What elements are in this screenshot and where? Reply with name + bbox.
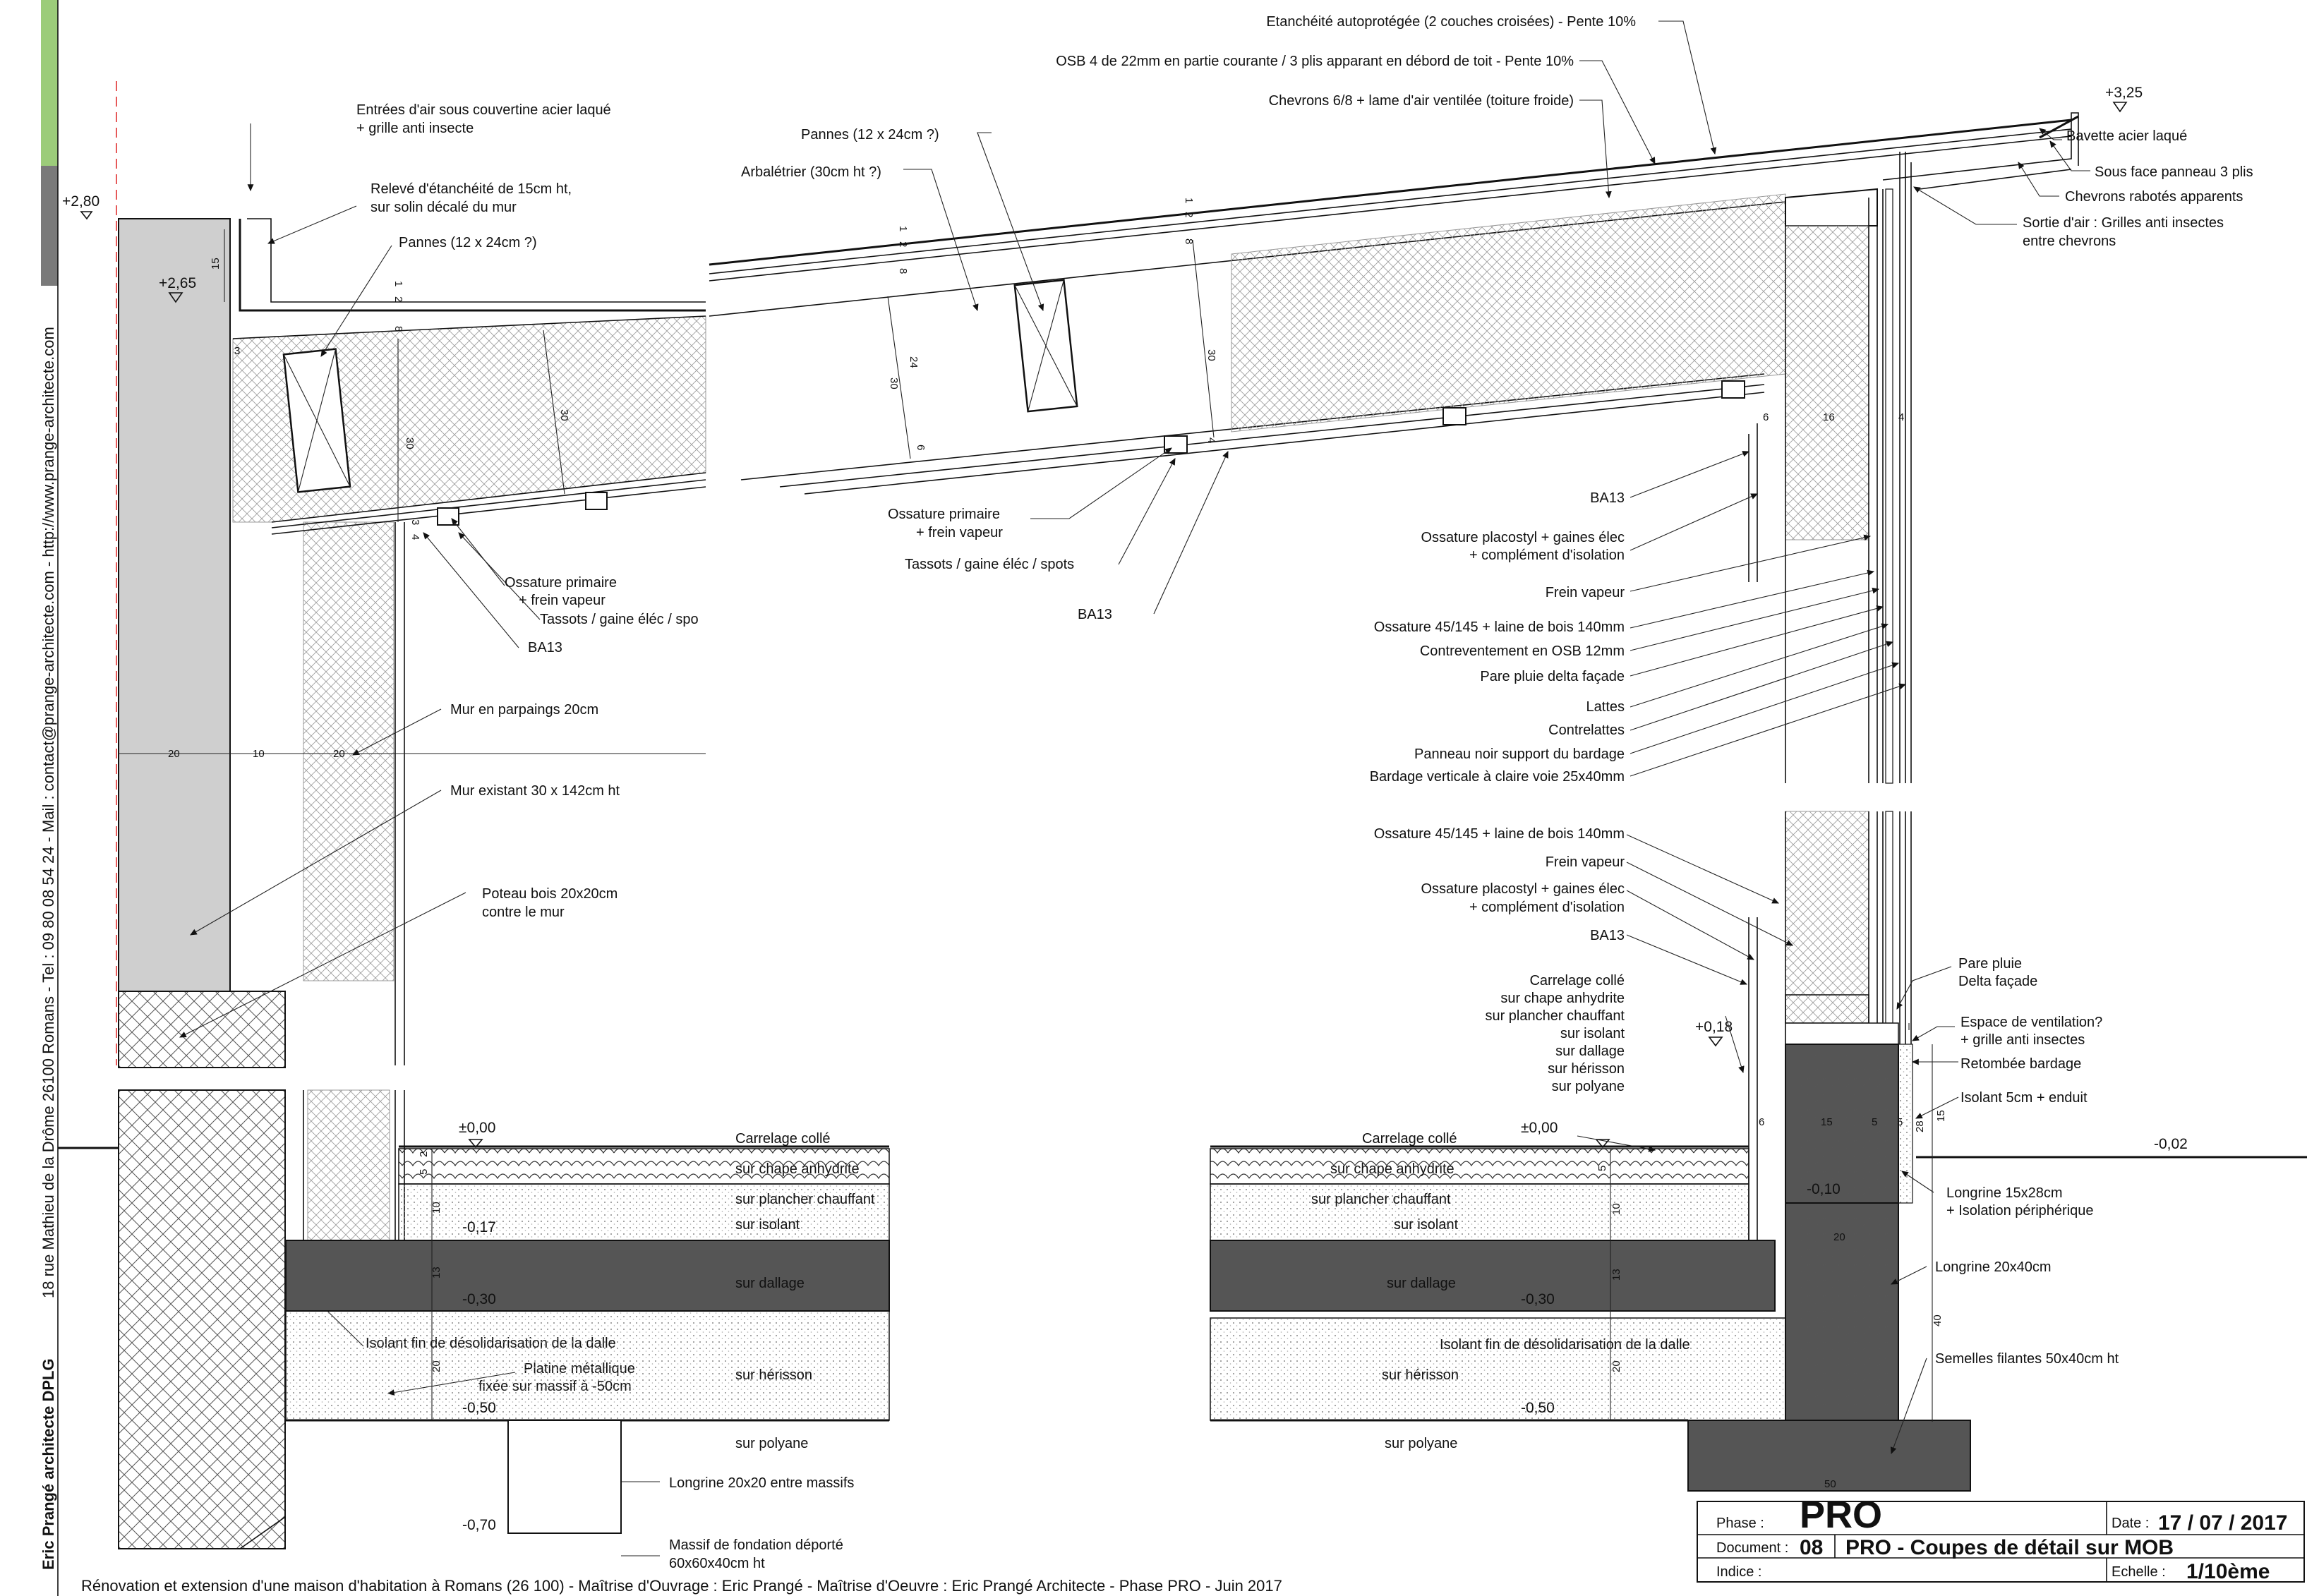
svg-text:16: 16 — [1823, 411, 1835, 423]
svg-text:Ossature primaire: Ossature primaire — [888, 507, 1000, 522]
wall-footing — [119, 991, 285, 1068]
svg-text:Panneau noir support du bardag: Panneau noir support du bardage — [1414, 746, 1625, 762]
svg-text:+ frein vapeur: + frein vapeur — [916, 525, 1003, 540]
svg-text:Delta façade: Delta façade — [1958, 974, 2038, 989]
svg-text:sur dallage: sur dallage — [735, 1276, 805, 1291]
echelle-value: 1/10ème — [2186, 1560, 2270, 1583]
svg-text:Bardage verticale à claire voi: Bardage verticale à claire voie 25x40mm — [1369, 769, 1625, 785]
svg-text:-0,17: -0,17 — [462, 1219, 496, 1235]
svg-text:sur isolant: sur isolant — [735, 1217, 800, 1233]
svg-text:sur polyane: sur polyane — [1551, 1079, 1625, 1094]
svg-text:Longrine 20x20 entre massifs: Longrine 20x20 entre massifs — [669, 1475, 855, 1491]
svg-text:sur hérisson: sur hérisson — [1548, 1061, 1625, 1077]
svg-text:BA13: BA13 — [1590, 490, 1625, 506]
svg-text:Carrelage collé: Carrelage collé — [735, 1131, 831, 1147]
svg-text:sur isolant: sur isolant — [1394, 1217, 1459, 1233]
svg-text:Isolant fin de désolidarisatio: Isolant fin de désolidarisation de la dalle — [1440, 1337, 1690, 1353]
svg-text:24: 24 — [908, 356, 920, 368]
indice-label: Indice : — [1716, 1564, 1762, 1580]
svg-text:Ossature 45/145 + laine de boi: Ossature 45/145 + laine de bois 140mm — [1373, 826, 1625, 842]
svg-text:sur chape anhydrite: sur chape anhydrite — [1330, 1161, 1454, 1177]
svg-text:Lattes: Lattes — [1586, 699, 1625, 715]
date-value: 17 / 07 / 2017 — [2158, 1511, 2288, 1535]
svg-text:Carrelage collé: Carrelage collé — [1529, 973, 1625, 989]
svg-text:Espace de ventilation?: Espace de ventilation? — [1960, 1015, 2103, 1030]
level-2-80: +2,80 — [62, 193, 100, 210]
svg-text:-0,02: -0,02 — [2154, 1136, 2188, 1152]
svg-text:Bavette acier laqué: Bavette acier laqué — [2066, 128, 2188, 144]
svg-text:Pare pluie: Pare pluie — [1958, 956, 2023, 972]
svg-text:contre le mur: contre le mur — [482, 905, 565, 920]
svg-text:1: 1 — [897, 226, 909, 232]
svg-text:3: 3 — [234, 345, 241, 357]
svg-text:Pare pluie delta façade: Pare pluie delta façade — [1480, 669, 1625, 684]
svg-text:Carrelage collé: Carrelage collé — [1362, 1131, 1457, 1147]
svg-text:sur hérisson: sur hérisson — [735, 1367, 812, 1383]
phase-label: Phase : — [1716, 1516, 1764, 1531]
svg-text:2: 2 — [418, 1151, 430, 1157]
svg-text:-0,30: -0,30 — [1521, 1291, 1555, 1307]
sidebar-green-band — [41, 0, 58, 166]
svg-text:2: 2 — [1183, 212, 1195, 218]
svg-text:6: 6 — [915, 445, 927, 451]
svg-text:Pannes (12 x 24cm ?): Pannes (12 x 24cm ?) — [399, 235, 537, 250]
svg-text:+0,18: +0,18 — [1695, 1019, 1733, 1035]
svg-text:50: 50 — [1824, 1478, 1836, 1490]
existing-wall-lower — [119, 1090, 285, 1549]
svg-text:4: 4 — [409, 534, 421, 540]
svg-text:Frein vapeur: Frein vapeur — [1545, 854, 1625, 870]
svg-text:Ossature placostyl + gaines él: Ossature placostyl + gaines élec — [1421, 881, 1625, 897]
svg-text:+ complément d'isolation: + complément d'isolation — [1469, 900, 1625, 915]
svg-text:Mur existant 30 x 142cm ht: Mur existant 30 x 142cm ht — [450, 783, 620, 799]
svg-text:entre chevrons: entre chevrons — [2023, 234, 2116, 249]
svg-text:5: 5 — [1872, 1116, 1878, 1128]
post-insulation — [303, 522, 394, 981]
svg-text:15: 15 — [1821, 1116, 1833, 1128]
svg-text:sur solin décalé du mur: sur solin décalé du mur — [371, 200, 517, 215]
svg-text:Chevrons 6/8 + lame d'air vent: Chevrons 6/8 + lame d'air ventilée (toiture froide) — [1268, 93, 1574, 109]
svg-text:1: 1 — [1183, 198, 1195, 204]
svg-text:Tassots / gaine éléc / spots: Tassots / gaine éléc / spots — [905, 557, 1075, 572]
svg-text:2: 2 — [392, 296, 404, 303]
svg-text:30: 30 — [888, 377, 900, 389]
svg-text:sur isolant: sur isolant — [1560, 1026, 1625, 1041]
svg-text:5: 5 — [418, 1168, 430, 1175]
svg-text:BA13: BA13 — [528, 640, 562, 655]
date-label: Date : — [2112, 1516, 2150, 1531]
svg-text:Longrine 15x28cm: Longrine 15x28cm — [1946, 1185, 2063, 1201]
svg-text:Retombée bardage: Retombée bardage — [1960, 1056, 2082, 1072]
svg-text:OSB 4 de 22mm en partie couran: OSB 4 de 22mm en partie courante / 3 plis apparant en débord de toit - Pente 10% — [1056, 54, 1574, 69]
svg-text:10: 10 — [430, 1202, 442, 1214]
svg-text:4: 4 — [1205, 437, 1217, 444]
svg-text:8: 8 — [897, 268, 909, 274]
svg-text:20: 20 — [430, 1360, 442, 1372]
sidebar — [40, 0, 58, 1596]
footer-project-info: Rénovation et extension d'une maison d'habitation à Romans (26 100) - Maîtrise d'Ouvrage : Eric Prangé - Maîtrise d'Oeuvre : Eric Prangé Architecte - Phase PRO - Juin 2017 — [81, 1577, 1282, 1595]
svg-text:Frein vapeur: Frein vapeur — [1545, 585, 1625, 600]
svg-text:Longrine 20x40cm: Longrine 20x40cm — [1935, 1259, 2052, 1275]
svg-text:sur plancher chauffant: sur plancher chauffant — [735, 1192, 875, 1207]
svg-text:10: 10 — [253, 748, 265, 760]
svg-text:sur dallage: sur dallage — [1555, 1044, 1625, 1059]
svg-text:40: 40 — [1932, 1314, 1944, 1326]
svg-text:15: 15 — [1935, 1110, 1947, 1122]
svg-text:Entrées d'air sous couvertine: Entrées d'air sous couvertine acier laqué — [356, 102, 611, 118]
existing-wall — [119, 219, 230, 991]
document-label: Document : — [1716, 1540, 1789, 1556]
svg-text:Tassots / gaine éléc / spo: Tassots / gaine éléc / spo — [540, 612, 699, 627]
svg-text:-0,50: -0,50 — [462, 1400, 496, 1416]
svg-text:13: 13 — [1610, 1269, 1622, 1281]
architect-name: Eric Prangé architecte DPLG — [40, 1358, 57, 1570]
svg-text:Poteau bois 20x20cm: Poteau bois 20x20cm — [482, 886, 618, 902]
svg-text:8: 8 — [1183, 238, 1195, 245]
svg-text:Semelles filantes 50x40cm ht: Semelles filantes 50x40cm ht — [1935, 1351, 2119, 1367]
svg-text:10: 10 — [1610, 1203, 1622, 1215]
architect-address: 18 rue Mathieu de la Drôme 26100 Romans - Tel : 09 80 08 54 24 - Mail : contact@prange-architecte.com - http://www.prange-architecte.com — [40, 327, 57, 1298]
svg-text:20: 20 — [1833, 1231, 1845, 1243]
svg-text:Ossature placostyl + gaines él: Ossature placostyl + gaines élec — [1421, 530, 1625, 545]
svg-text:Isolant 5cm + enduit: Isolant 5cm + enduit — [1960, 1090, 2088, 1106]
slab-right — [1210, 1240, 1775, 1311]
svg-text:-0,50: -0,50 — [1521, 1400, 1555, 1416]
svg-text:±0,00: ±0,00 — [1521, 1120, 1558, 1136]
svg-text:30: 30 — [404, 437, 416, 449]
svg-text:Etanchéité autoprotégée (2 cou: Etanchéité autoprotégée (2 couches croisées) - Pente 10% — [1266, 14, 1636, 30]
level-2-65: +2,65 — [159, 275, 197, 291]
svg-text:-0,10: -0,10 — [1807, 1181, 1841, 1197]
document-title: PRO - Coupes de détail sur MOB — [1845, 1536, 2174, 1559]
document-number: 08 — [1800, 1536, 1824, 1559]
svg-text:±0,00: ±0,00 — [459, 1120, 496, 1136]
svg-text:+ Isolation périphérique: + Isolation périphérique — [1946, 1203, 2094, 1219]
svg-text:BA13: BA13 — [1590, 928, 1625, 943]
echelle-label: Echelle : — [2112, 1564, 2166, 1580]
svg-text:+ complément d'isolation: + complément d'isolation — [1469, 548, 1625, 563]
svg-text:-0,30: -0,30 — [462, 1291, 496, 1307]
svg-text:sur polyane: sur polyane — [1385, 1436, 1458, 1451]
svg-text:20: 20 — [168, 748, 180, 760]
svg-text:Contrelattes: Contrelattes — [1548, 723, 1625, 738]
svg-text:Arbalétrier (30cm ht ?): Arbalétrier (30cm ht ?) — [741, 164, 881, 180]
svg-text:sur chape anhydrite: sur chape anhydrite — [1500, 991, 1625, 1006]
svg-text:+ grille anti insectes: + grille anti insectes — [1960, 1032, 2085, 1048]
svg-text:sur plancher chauffant: sur plancher chauffant — [1485, 1008, 1625, 1024]
svg-text:15: 15 — [210, 258, 222, 270]
svg-text:-0,70: -0,70 — [462, 1517, 496, 1533]
svg-text:4: 4 — [1898, 411, 1905, 423]
svg-text:sur chape anhydrite: sur chape anhydrite — [735, 1161, 860, 1177]
svg-text:Relevé d'étanchéité de 15cm ht: Relevé d'étanchéité de 15cm ht, — [371, 181, 572, 197]
svg-text:3: 3 — [409, 519, 421, 526]
svg-text:6: 6 — [1763, 411, 1769, 423]
svg-text:60x60x40cm ht: 60x60x40cm ht — [669, 1556, 765, 1571]
svg-text:+ frein vapeur: + frein vapeur — [519, 593, 606, 608]
svg-text:Ossature primaire: Ossature primaire — [505, 575, 617, 591]
svg-text:5: 5 — [1897, 1116, 1903, 1128]
svg-text:sur polyane: sur polyane — [735, 1436, 809, 1451]
svg-text:BA13: BA13 — [1078, 607, 1112, 622]
svg-text:2: 2 — [897, 241, 909, 248]
svg-text:6: 6 — [1759, 1116, 1765, 1128]
svg-text:sur dallage: sur dallage — [1387, 1276, 1456, 1291]
svg-text:Contreventement en OSB 12mm: Contreventement en OSB 12mm — [1419, 643, 1625, 659]
svg-text:Sortie d'air : Grilles anti in: Sortie d'air : Grilles anti insectes — [2023, 215, 2224, 231]
svg-text:30: 30 — [558, 409, 570, 421]
svg-text:13: 13 — [430, 1266, 442, 1278]
svg-text:Mur en parpaings 20cm: Mur en parpaings 20cm — [450, 702, 599, 718]
svg-text:Pannes (12 x 24cm ?): Pannes (12 x 24cm ?) — [801, 127, 939, 143]
svg-text:+3,25: +3,25 — [2105, 85, 2143, 101]
svg-text:sur plancher chauffant: sur plancher chauffant — [1311, 1192, 1451, 1207]
title-block — [1697, 1494, 2304, 1583]
phase-value: PRO — [1800, 1494, 1883, 1536]
sidebar-gray-band — [41, 166, 58, 286]
svg-text:20: 20 — [333, 748, 345, 760]
svg-text:8: 8 — [392, 326, 404, 332]
svg-text:+ grille anti insecte: + grille anti insecte — [356, 121, 474, 136]
svg-text:1: 1 — [392, 281, 404, 287]
svg-text:28: 28 — [1914, 1120, 1926, 1132]
svg-text:Massif de fondation déporté: Massif de fondation déporté — [669, 1537, 843, 1553]
svg-text:5: 5 — [1596, 1165, 1608, 1171]
svg-text:Ossature 45/145 + laine de boi: Ossature 45/145 + laine de bois 140mm — [1373, 619, 1625, 635]
svg-text:sur hérisson: sur hérisson — [1382, 1367, 1459, 1383]
longrine-left — [508, 1420, 621, 1533]
svg-text:30: 30 — [1205, 349, 1217, 361]
svg-text:20: 20 — [1610, 1360, 1622, 1372]
svg-text:Sous face panneau 3 plis: Sous face panneau 3 plis — [2095, 164, 2253, 180]
right-floor-section — [1210, 1120, 1785, 1451]
svg-text:Chevrons rabotés apparents: Chevrons rabotés apparents — [2065, 189, 2243, 205]
